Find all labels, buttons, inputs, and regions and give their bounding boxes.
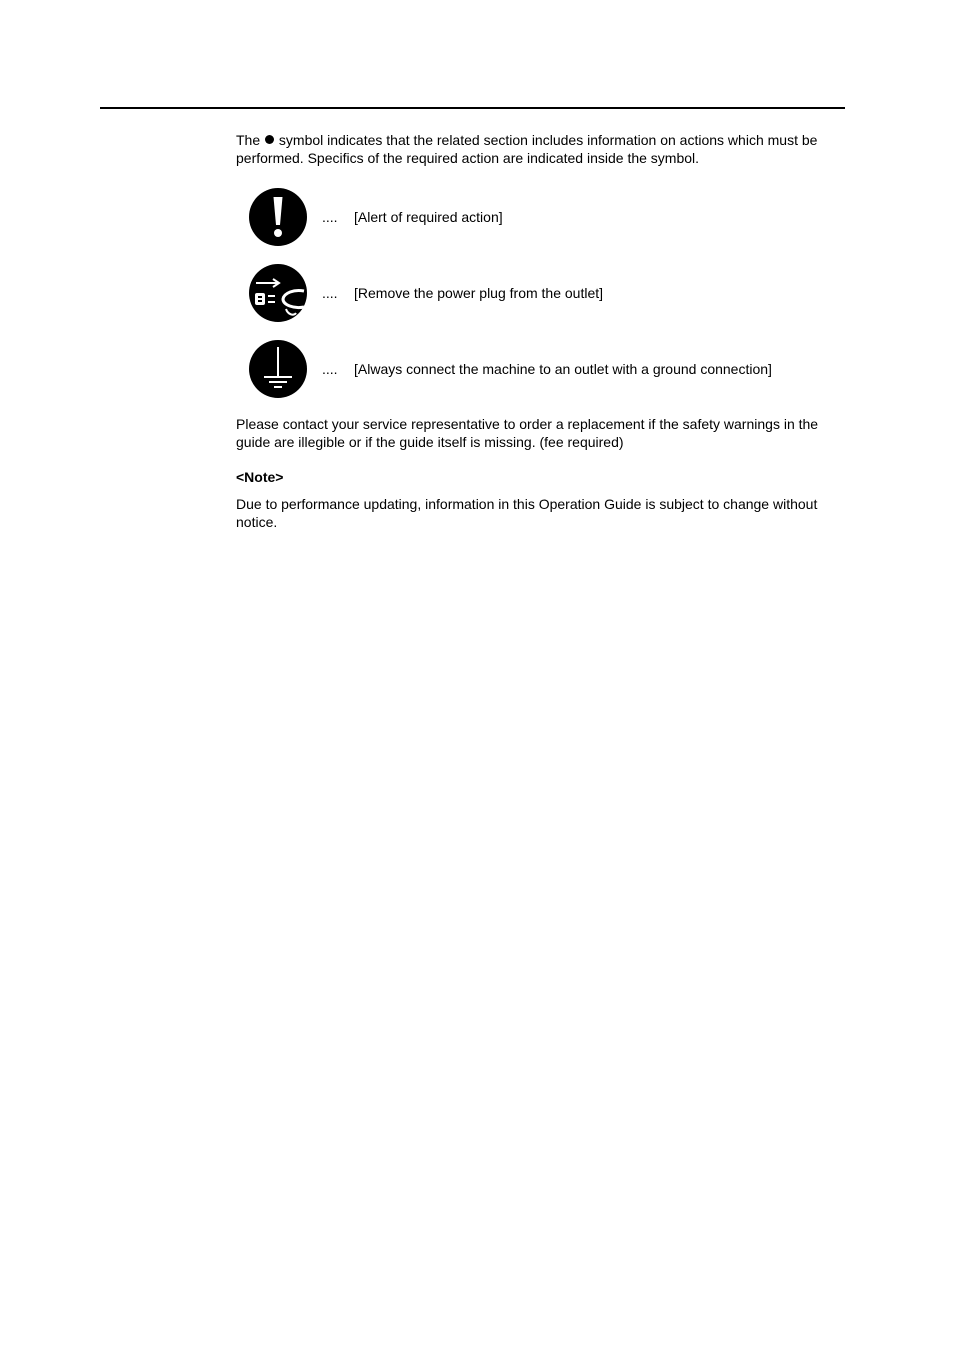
symbol-label: [Alert of required action] <box>354 209 503 225</box>
symbol-label: [Always connect the machine to an outlet with a ground connection] <box>354 361 772 377</box>
intro-paragraph <box>236 131 841 167</box>
leader-dots: .... <box>322 209 338 225</box>
page-content <box>236 131 841 531</box>
contact-paragraph: Please contact your service representative to order a replacement if the safety warnings in the guide are illegible or if the guide itself is missing. (fee required) <box>236 416 819 450</box>
intro-after: symbol indicates that the related section includes information on actions which must be performed. Specifics of the required action are indicated inside the symbol. <box>236 132 818 166</box>
unplug-circle-icon <box>248 263 308 323</box>
note-body: Due to performance updating, information in this Operation Guide is subject to change without notice. <box>236 496 818 530</box>
leader-dots: .... <box>322 285 338 301</box>
symbol-row-alert <box>248 187 841 247</box>
note-heading: <Note> <box>236 469 284 485</box>
symbol-row-ground <box>248 339 841 399</box>
intro-before: The <box>236 132 261 148</box>
ground-circle-icon <box>248 339 308 399</box>
filled-circle-icon <box>265 135 274 144</box>
symbol-label: [Remove the power plug from the outlet] <box>354 285 604 301</box>
exclamation-circle-icon <box>248 187 308 247</box>
symbol-row-unplug <box>248 263 841 323</box>
symbol-list <box>248 187 841 399</box>
header-rule <box>100 107 845 109</box>
leader-dots: .... <box>322 361 338 377</box>
